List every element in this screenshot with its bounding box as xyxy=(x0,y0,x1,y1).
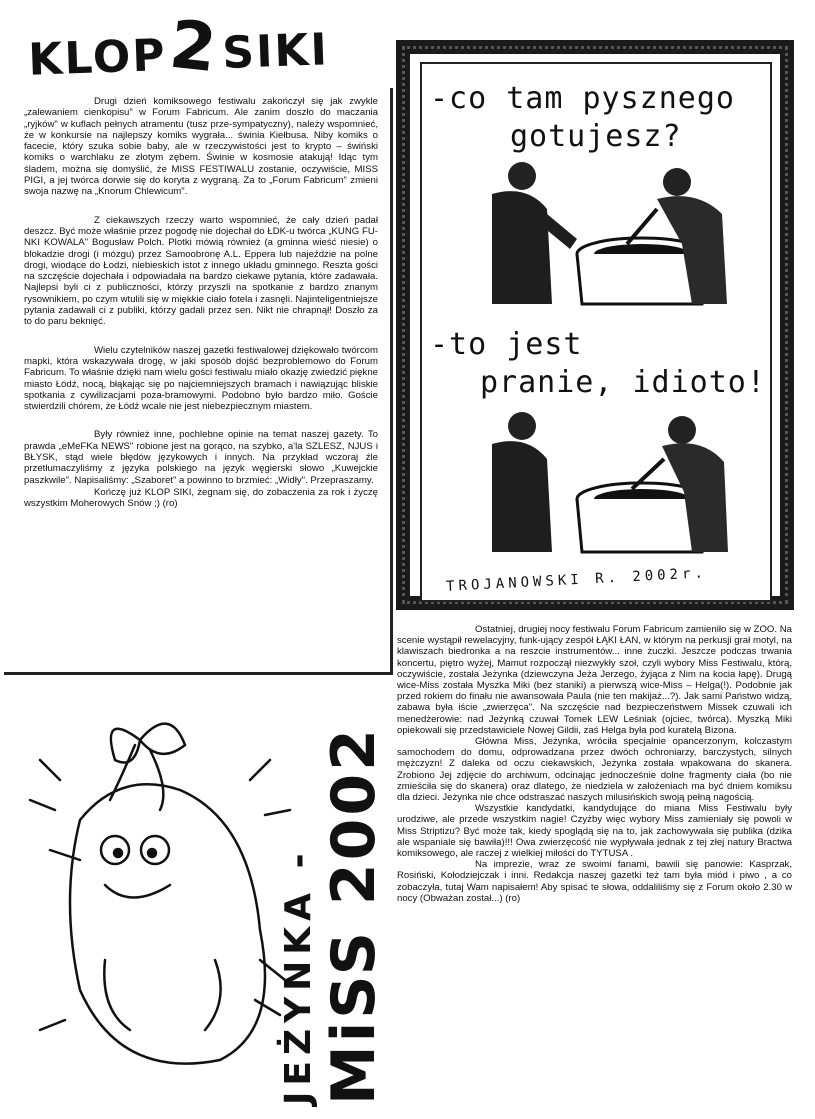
left-article xyxy=(24,96,378,527)
right-paragraph-2: Główna Miss, Jeżynka, wróciła specjalnie opancerzonym, kolczastym samochodem do domu, odprowadzana przez dwóch ochroniarzy, barczystych, silnych mężczyzn! Z daleka od oczu ciekawskich, Jeżynka została wpakowana do skanera. Zrobiono Jej zdjęcie do archiwum, odcinając jednocześnie dolne fragmenty ciała (bo nie zmieściła się do skanera) oraz dlatego, że niedziela w założeniach ma być dniem komiksu dla dzieci. Jeżynka nie chce odstraszać naszych milusińskich swoją pełną nagością. xyxy=(397,736,792,804)
left-paragraph-5: Kończę już KLOP SIKI, żegnam się, do zobaczenia za rok i życzę wszystkim Moherowych Snów ;) (ro) xyxy=(24,486,378,510)
left-paragraph-2: Z ciekawszych rzeczy warto wspomnieć, że cały dzień padał deszcz. Być może właśnie przez pogodę nie dojechał do ŁDK-u twórca „KUNG FU-NKI KOWALA" Bogusław Polch. Plotki mówią również (a gminna wieść niesie) o blokadzie drogi (i mózgu) przez Samoobronę A.L. Eppera lub najeździe na polne drogi, wiodące do Łodzi, niebieskich istot z innego układu gminnego. Reszta gości na szczęście dojechała i odpowiadała na bardzo ciekawe pytania, które zadawała. Najlepsi byli ci z publiczności, którzy przyszli na spotkanie z bardzo znanym rysownikiem, po czym wtulili się w miękkie ciało fotela i zasnęli. Najinteligentniejsze pytania zadawali ci z publiki, którzy gadali przez sen. Nikt nie chrapnął! Doszło za to do paru beknięć. xyxy=(24,214,378,328)
left-paragraph-4: Były również inne, pochlebne opinie na temat naszej gazety. To prawda „eMeFKa NEWS" robione jest na gorąco, na szybko, a'la SZLESZ, NJUS i BŁYSK, stąd wiele błędów językowych i innych. Na przykład wczoraj źle przetłumaczyliśmy z języka polskiego na język węgierski słowo „Kuwejckie paszkwile". Napisaliśmy: „Szaboret" a powinno to brzmieć: „Widły". Przepraszamy. xyxy=(24,429,378,486)
masthead-part2: 2 xyxy=(166,5,223,88)
left-paragraph-1: Drugi dzień komiksowego festiwalu zakończył się jak zwykle „zalewaniem cienkopisu" w Forum Fabricum. Ale zanim doszło do maczania „ryjków" w kuflach pełnych atramentu (tusz prze-sympatyczny), należy wspomnieć, że w konkursie na najlepszy komiks wygrała... świnia Kiełbusa. Niby komiks o facecie, który szuka sobie baby, ale w rzeczywistości jest to krypto – świński komiks o warchlaku ze złotym zębem. Świnie w kosmosie atakują! Idąc tym śladem, można się domyślić, że MISS FESTIWALU zostanie, oczywiście, MISS PIGI, a jej twórca dorwie się do koryta z wygraną. Za to „Forum Fabricum" zmieni swoja nazwę na „Knorum Chlewicum". xyxy=(24,96,378,198)
right-article xyxy=(397,624,792,904)
masthead-part3: SIKI xyxy=(221,24,330,79)
left-paragraph-3: Wielu czytelników naszej gazetki festiwalowej dziękowało twórcom mapki, która wskazywała drogę, w jaki sposób dojść bezproblemowo do Forum Fabricum. To właśnie dzięki nam wielu gości festiwalu miało okazję zwiedzić piękne miasto Łódź, nocą, błąkając się po najciemniejszych bramach i nawiązując bliskie spotkania z cywilizacjami poza-bramowymi. Podobno było bardzo miło. Goście stwierdzili chórem, że Łódź wcale nie jest niebezpiecznym miastem. xyxy=(24,344,378,413)
speech-2-line-2: pranie, idioto! xyxy=(480,365,766,400)
caption-line-1: JEŻYNKA - xyxy=(278,847,319,1105)
comic-bottom-illustration xyxy=(452,404,752,554)
right-paragraph-3: Wszystkie kandydatki, kandydujące do miana Miss Festiwalu były urodziwe, ale przede wszystkim nagie! Czyżby więc wybory Miss zamieniały się powoli w Miss Striptizu? Być może tak, kiedy spoglądą się na to, jak zachowywała się publika (dzika ale wspaniale się bawiła)!!! Owa zwierzęcość nie wypływała jednak z tej złej natury Bractwa komiksowego, ale raczej z wielkiej miłości do TYTUSA . xyxy=(397,803,792,860)
artist-signature: TROJANOWSKI R. 2002r. xyxy=(445,565,708,595)
masthead-title xyxy=(27,6,359,87)
speech-1-line-2: gotujesz? xyxy=(510,119,682,154)
right-paragraph-1: Ostatniej, drugiej nocy festiwalu Forum Fabricum zamieniło się w ZOO. Na scenie wystąpił rewelacyjny, funk-ujący zespół ŁĄKI ŁAN, w którym na perkusji grał motyl, na klawiszach biedronka a na reszcie instrumentów... inne żuczki. Jeszcze podczas trwania koncertu, piętro wyżej, Mamut rozpoczął niezwykły szoł, czyli wybory Miss Festiwalu, którą, oczywiście, została Jeżynka (dziewczyna Jeża Jerzego, żyjąca z Nim na kocia łapę). Drugą wice-Miss została Myszka Miki (bez staniki) a pierwszą wice-Miss – Helga(!). Podobnie jak przed rokiem do finału nie awansowała Paula (nie ten makijaż...?). Jak sami Państwo widzą, zabawa była iście „zwierzęca". Na szczęście nad bezpieczeństwem Missek czuwali ich menedżerowie: nad Jeżynką czuwał Tomek LEW Leśniak (ojciec, twórca). Myszką Miki opiekowali się przedstawiciele Nowej Gildii, zaś Helga była pod kuratelą Bizona. xyxy=(397,624,792,736)
comic-panel xyxy=(420,62,772,602)
masthead-part1: KLOP xyxy=(27,29,168,86)
comic-top-illustration xyxy=(452,154,752,309)
hedgehog-miss-drawing xyxy=(20,700,320,1110)
miss-caption xyxy=(278,726,389,1105)
speech-2-line-1: -to jest xyxy=(430,327,583,362)
speech-1-line-1: -co tam pysznego xyxy=(430,81,735,116)
caption-line-2: MiSS 2002 xyxy=(319,726,389,1105)
right-paragraph-4: Na imprezie, wraz ze swoimi fanami, bawili się panowie: Kasprzak, Rosiński, Kołodziejczak i inni. Redakcja naszej gazetki też tam była miód i piwo , a co zobaczyła, tutaj Wam napisałem! Aby spisać te słowa, oddaliliśmy się z Forum około 2.30 w nocy (Obważan został...) (ro) xyxy=(397,859,792,904)
